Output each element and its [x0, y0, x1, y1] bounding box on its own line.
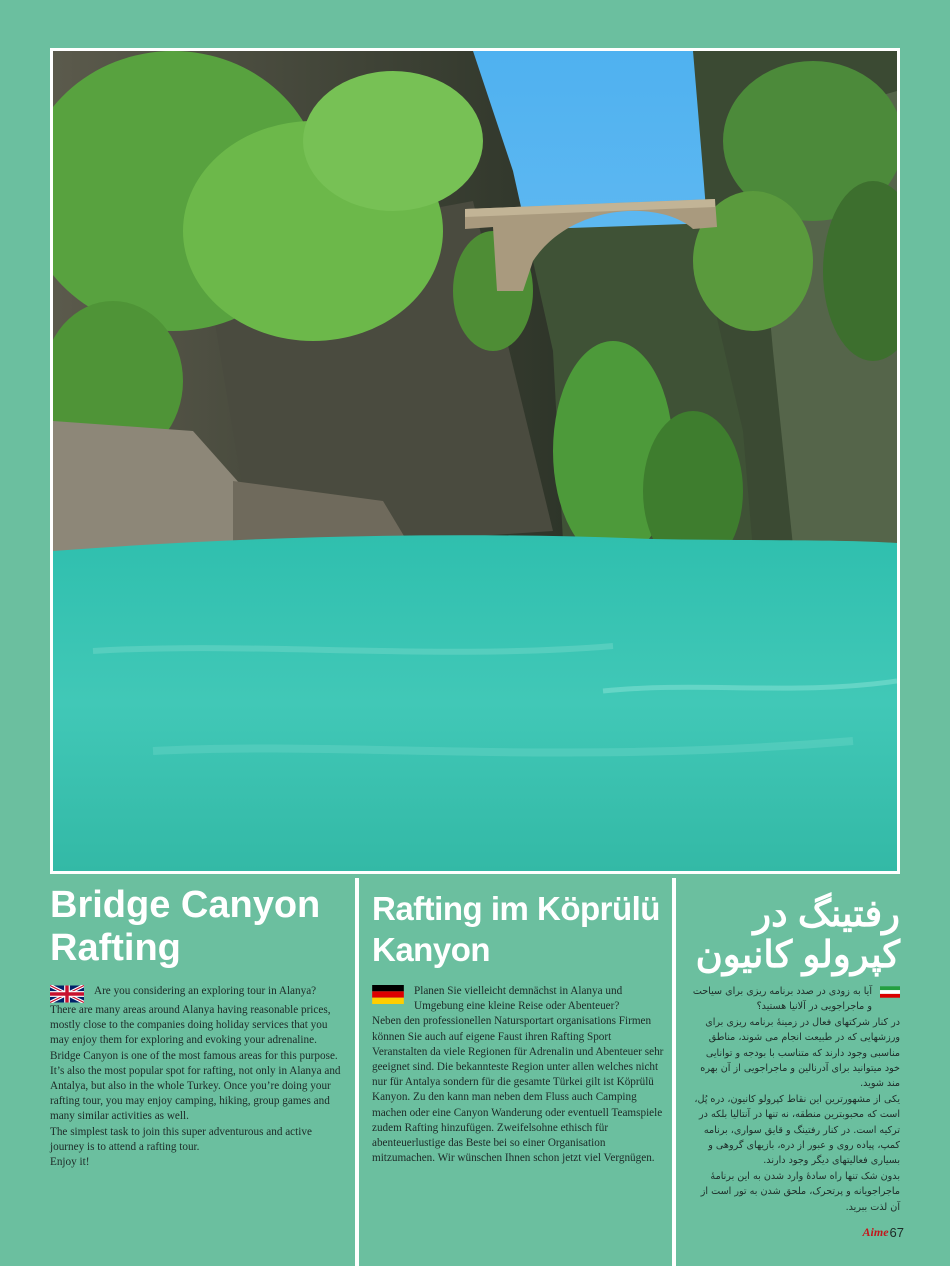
english-article: [50, 984, 348, 1170]
persian-lead: آیا به زودی در صدد برنامه ریزی برای سیاحت و ماجراجویی در آلانیا هستید؟: [692, 986, 872, 1013]
german-lead: Planen Sie vielleicht demnächst in Alanya und Umgebung eine kleine Reise oder Abenteuer?: [414, 985, 623, 1013]
german-paragraph: Neben den professionellen Natursportart organisations Firmen können Sie auch auf eigene Faust ihren Rafting Sport Veranstalten da viele Regionen für Adrenalin und Abenteuer sehr geeignet sind. Die bekannteste Region unter allen welches nicht nur für Antalya sondern für die gesamte Türkei gilt ist Köprülü Kanyon. Zu den kann man neben dem Fluss auch Camping machen oder eine Canyon Wanderung oder eventuell Teamspiele zudem Rafting hinzufügen. Zweifelsohne ethisch für abenteuerlustige das Beste bei so einer Organisation mitzumachen. Wir wünschen Ihnen schon jetzt viel Vergnügen.: [372, 1015, 664, 1165]
english-lead: Are you considering an exploring tour in Alanya?: [94, 985, 317, 997]
germany-flag-icon: [372, 985, 404, 1004]
english-paragraph: The simplest task to join this super adventurous and active journey is to attend a rafting tour.: [50, 1125, 312, 1153]
hero-photo: [50, 48, 900, 874]
persian-article: [690, 984, 900, 1215]
german-title: Rafting im Köprülü Kanyon: [372, 890, 660, 968]
page-footer: [863, 1225, 904, 1240]
page-number: 67: [889, 1225, 904, 1240]
persian-paragraph: در کنار شرکتهای فعال در زمینهٔ برنامه ریزی برای ورزشهایی که در طبیعت انجام می شوند، مناطق مناسبی وجود دارند که متناسب با بودجه و توانایی خود میتوانید برای آدرنالین و ماجراجویی از آن بهره مند شوید.: [700, 1016, 900, 1090]
iran-flag-icon: [880, 985, 900, 999]
english-paragraph: Bridge Canyon is one of the most famous areas for this purpose. It’s also the most popular spot for rafting, not only in Alanya and Antalya, but also in the whole Turkey. Once you’re doing your rafting tour, you may enjoy camping, hiking, group games and many similar activities as well.: [50, 1049, 341, 1123]
german-article: [372, 984, 664, 1166]
english-paragraph: There are many areas around Alanya having reasonable prices, mostly close to the companies doing holiday services that you may enjoy them for exploring and evoking your adrenaline.: [50, 1004, 331, 1047]
brand-logo: Aime: [862, 1225, 889, 1239]
english-title: Bridge Canyon Rafting: [50, 884, 321, 969]
column-divider: [355, 878, 359, 1266]
english-paragraph: Enjoy it!: [50, 1156, 90, 1169]
persian-paragraph: بدون شک تنها راه سادهٔ وارد شدن به این برنامهٔ ماجراجویانه و پرتحرک، ملحق شدن به تور است از آن لذت ببرید.: [700, 1170, 900, 1213]
persian-title: رفتینگ در کپرولو کانیون: [695, 893, 900, 975]
canyon-bridge-photo: [53, 51, 897, 871]
persian-paragraph: یکی از مشهورترین این نقاط کپرولو کانیون، دره پُل، است که محبوبترین منطقه، نه تنها در آنتالیا بلکه در ترکیه است. در کنار رفتینگ و قایق سواری، برنامه کمپ، پیاده روی و عبور از دره، بازیهای گروهی و بسیاری فعالیتهای دیگر وجود دارند.: [694, 1093, 900, 1167]
uk-flag-icon: [50, 985, 84, 1003]
